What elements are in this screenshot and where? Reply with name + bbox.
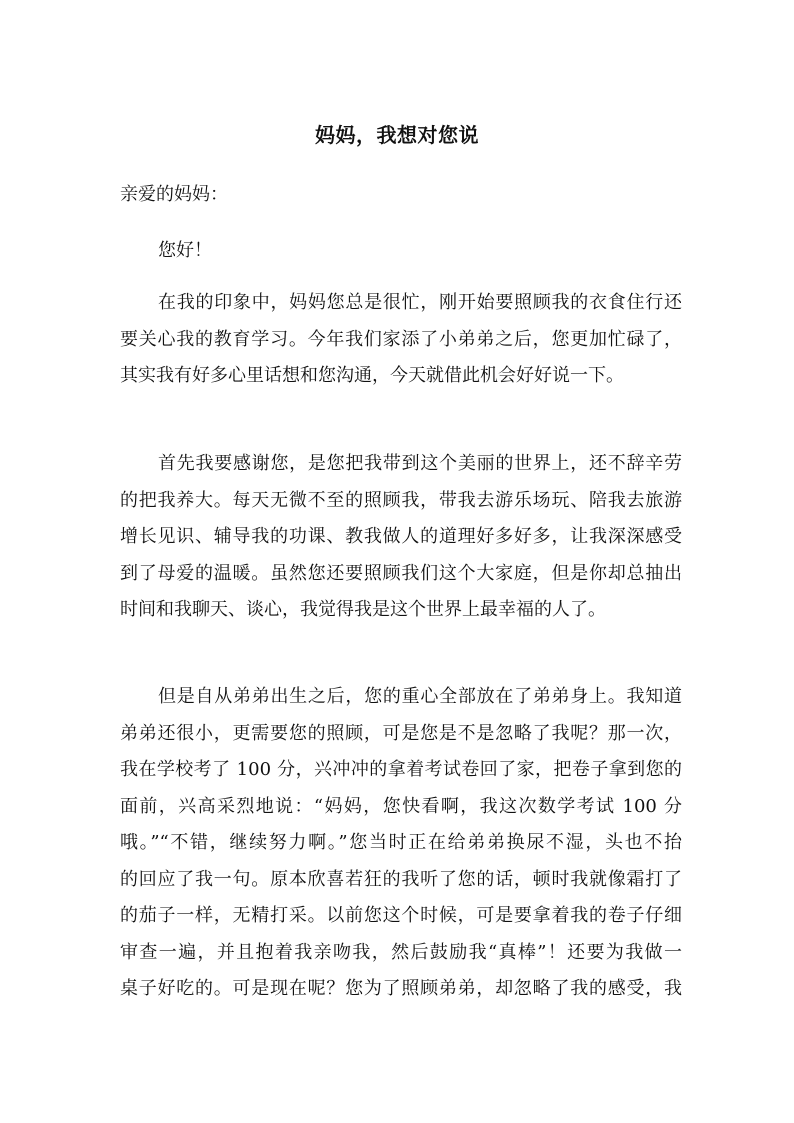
paragraph-line: 弟弟还很小，更需要您的照顾，可是您是不是忽略了我呢？那一次， xyxy=(120,722,682,744)
paragraph-line: 首先我要感谢您，是您把我带到这个美丽的世界上，还不辞辛劳 xyxy=(158,453,682,474)
paragraph-line: 到了母爱的温暖。虽然您还要照顾我们这个大家庭，但是你却总抽出 xyxy=(120,562,682,584)
paragraph-line: 的茄子一样，无精打采。以前您这个时候，可是要拿着我的卷子仔细 xyxy=(120,905,682,926)
paragraph-line: 面前，兴高采烈地说：“妈妈，您快看啊，我这次数学考试 100 分 xyxy=(120,795,682,817)
paragraph-line: 我在学校考了 100 分，兴冲冲的拿着考试卷回了家，把卷子拿到您的 xyxy=(120,759,682,780)
letter-greeting: 您好！ xyxy=(158,240,212,261)
paragraph-line: 时间和我聊天、谈心，我觉得我是这个世界上最幸福的人了。 xyxy=(120,599,606,620)
paragraph-line: 审查一遍，并且抱着我亲吻我，然后鼓励我“真棒”！还要为我做一 xyxy=(120,941,682,963)
paragraph-1 xyxy=(120,285,682,395)
paragraph-line: 增长见识、辅导我的功课、教我做人的道理好多好多，让我深深感受 xyxy=(120,526,682,547)
paragraph-line: 桌子好吃的。可是现在呢？您为了照顾弟弟，却忽略了我的感受，我 xyxy=(120,978,682,999)
paragraph-line: 在我的印象中，妈妈您总是很忙，刚开始要照顾我的衣食住行还 xyxy=(158,292,682,313)
letter-salutation: 亲爱的妈妈： xyxy=(120,184,228,205)
paragraph-line: 要关心我的教育学习。今年我们家添了小弟弟之后，您更加忙碌了， xyxy=(120,328,682,350)
paragraph-line: 哦。”“不错，继续努力啊。”您当时正在给弟弟换尿不湿，头也不抬 xyxy=(120,832,682,853)
document-title: 妈妈，我想对您说 xyxy=(315,123,479,147)
paragraph-line: 的回应了我一句。原本欣喜若狂的我听了您的话，顿时我就像霜打了 xyxy=(120,868,682,890)
paragraph-line: 但是自从弟弟出生之后，您的重心全部放在了弟弟身上。我知道 xyxy=(158,686,682,707)
paragraph-2 xyxy=(120,446,682,629)
paragraph-line: 其实我有好多心里话想和您沟通，今天就借此机会好好说一下。 xyxy=(120,365,624,386)
paragraph-line: 的把我养大。每天无微不至的照顾我，带我去游乐场玩、陪我去旅游 xyxy=(120,489,682,511)
paragraph-3 xyxy=(120,679,682,1008)
